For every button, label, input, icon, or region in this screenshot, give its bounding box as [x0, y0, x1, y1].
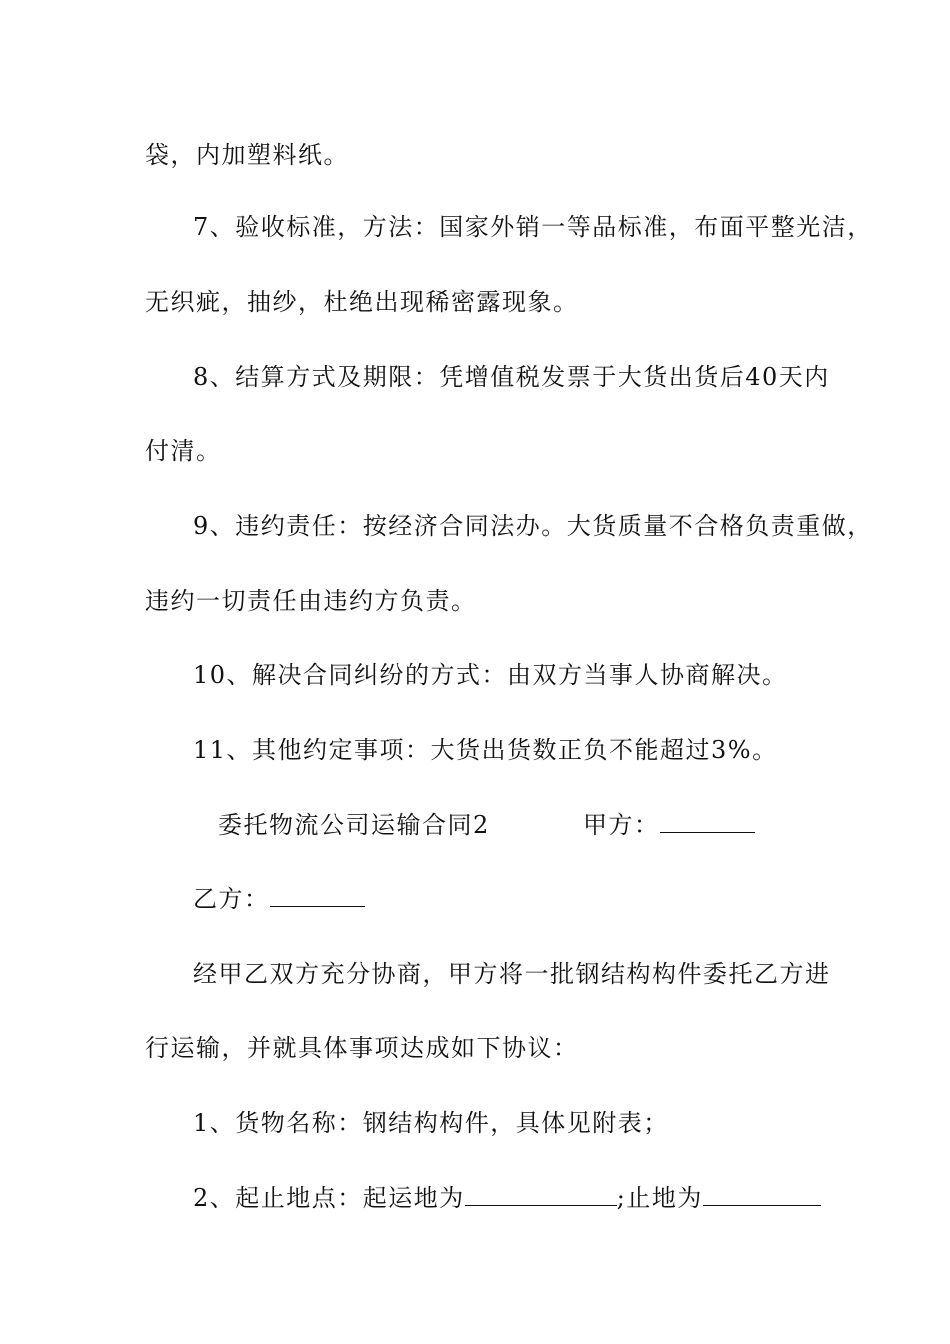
clause-9-line: 9、违约责任：按经济合同法办。大货质量不合格负责重做，: [193, 512, 873, 540]
paragraph-line: 违约一切责任由违约方负责。: [145, 587, 477, 615]
party-a-blank: [660, 810, 755, 833]
agreement-intro-line: 经甲乙双方充分协商，甲方将一批钢结构构件委托乙方进: [193, 960, 831, 988]
clause-11-line: 11、其他约定事项：大货出货数正负不能超过3%。: [193, 736, 778, 764]
origin-blank: [465, 1183, 617, 1206]
party-b-blank: [270, 884, 365, 907]
paragraph-line: 行运输，并就具体事项达成如下协议：: [145, 1034, 579, 1062]
clause-8-line: 8、结算方式及期限：凭增值税发票于大货出货后40天内: [193, 363, 830, 391]
destination-label: ;止地为: [616, 1184, 703, 1212]
clause-7-line: 7、验收标准，方法：国家外销一等品标准，布面平整光洁，: [193, 213, 873, 241]
party-a-label: 甲方：: [583, 811, 660, 839]
item-2-line: [193, 1183, 821, 1213]
paragraph-line: 付清。: [145, 437, 222, 465]
contract-title: 委托物流公司运输合同2: [218, 811, 490, 839]
destination-blank: [703, 1183, 821, 1206]
origin-label: 2、起止地点：起运地为: [193, 1184, 465, 1212]
paragraph-line: 袋，内加塑料纸。: [145, 141, 349, 169]
clause-10-line: 10、解决合同纠纷的方式：由双方当事人协商解决。: [193, 661, 788, 689]
party-a-field: [583, 810, 755, 840]
party-b-field: [193, 884, 365, 914]
paragraph-line: 无织疵，抽纱，杜绝出现稀密露现象。: [145, 288, 579, 316]
party-b-label: 乙方：: [193, 885, 270, 913]
item-1-line: 1、货物名称：钢结构构件，具体见附表；: [193, 1109, 669, 1137]
